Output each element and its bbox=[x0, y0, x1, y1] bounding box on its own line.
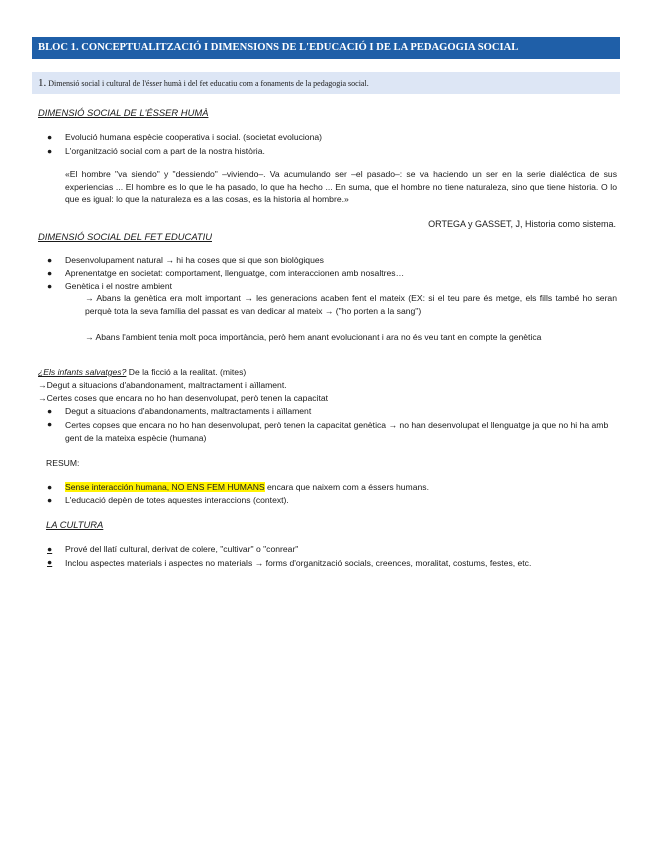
bullet-icon: ● bbox=[47, 255, 53, 265]
bullet-icon: ● bbox=[47, 281, 53, 291]
arrow-item: → Abans la genètica era molt important → les generacions acaben fent el mateix (EX: si el teu pare és metge, els fills també ho seran perquè tota la seva família del passat es van dedicar al mateix → ("ho porten a la sang") bbox=[85, 293, 617, 316]
list-item: Evolució humana espècie cooperativa i social. (societat evoluciona) bbox=[65, 132, 322, 142]
section-number: 1. bbox=[38, 77, 47, 89]
list-item: Desenvolupament natural → hi ha coses que si que son biològiques bbox=[65, 255, 324, 265]
heading-social-dimension-human: DIMENSIÓ SOCIAL DE L'ÉSSER HUMÀ bbox=[38, 107, 209, 118]
bullet-icon: ● bbox=[47, 495, 53, 505]
bullet-icon: ● bbox=[47, 146, 53, 156]
section-title-text: Dimensió social i cultural de l'ésser humà i del fet educatiu com a fonaments de la pedagogia social. bbox=[48, 79, 369, 88]
bullet-icon: ● bbox=[47, 406, 53, 416]
summary-label: RESUM: bbox=[46, 458, 80, 468]
wild-children-question: ¿Els infants salvatges? bbox=[38, 367, 127, 377]
ortega-quote: «El hombre "va siendo" y "dessiendo" –viviendo–. Va acumulando ser –el pasado–: se va haciendo un ser en la serie dialéctica de sus experiencias ... El hombre es lo que le ha pasado, lo que ha hecho ... En suma, que el hombre no tiene naturaleza, sino que tiene historia. O lo que es igual: lo que la naturaleza es a las cosas, es la historia al hombre.» bbox=[65, 169, 617, 204]
bullet-icon: ● bbox=[47, 544, 53, 554]
wild-children-line bbox=[38, 367, 246, 377]
list-item: Degut a situacions d'abandonaments, maltractaments i aïllament bbox=[65, 406, 312, 416]
list-item: Genètica i el nostre ambient bbox=[65, 281, 173, 291]
wild-children-question-rest: De la ficció a la realitat. (mites) bbox=[126, 367, 247, 377]
heading-culture: LA CULTURA bbox=[46, 519, 104, 530]
summary-item bbox=[65, 482, 429, 492]
list-item: Prové del llatí cultural, derivat de colere, "cultivar" o "conrear" bbox=[65, 544, 299, 554]
wild-children-arrow-line: →Degut a situacions d'abandonament, maltractament i aïllament. bbox=[38, 380, 287, 390]
list-item: Certes copses que encara no ho han desenvolupat, però tenen la capacitat genètica → no han desenvolupat el llenguatge ja que no hi ha amb gent de la mateixa espècie (humana) bbox=[65, 420, 609, 443]
bullet-icon: ● bbox=[47, 132, 53, 142]
quote-author: ORTEGA y GASSET, J, Historia como sistema. bbox=[428, 219, 616, 229]
wild-children-arrow-line: →Certes coses que encara no ho han desenvolupat, però tenen la capacitat bbox=[38, 393, 328, 403]
list-item: Inclou aspectes materials i aspectes no materials → forms d'organització socials, creences, moralitat, costums, festes, etc. bbox=[65, 558, 532, 568]
arrow-item: → Abans l'ambient tenia molt poca importància, però hem anant evolucionant i ara no és veu tant en compte la genètica bbox=[85, 332, 542, 342]
bullet-icon: ● bbox=[47, 419, 53, 429]
bullet-icon: ● bbox=[47, 268, 53, 278]
summary-item: L'educació depèn de totes aquestes interaccions (context). bbox=[65, 495, 289, 505]
list-item: L'organització social com a part de la nostra història. bbox=[65, 146, 265, 156]
heading-social-dimension-educational: DIMENSIÓ SOCIAL DEL FET EDUCATIU bbox=[38, 231, 212, 242]
summary-highlight: Sense interacción humana, NO ENS FEM HUMANS bbox=[65, 482, 265, 492]
bloc-header: BLOC 1. CONCEPTUALITZACIÓ I DIMENSIONS DE L'EDUCACIÓ I DE LA PEDAGOGIA SOCIAL bbox=[32, 37, 620, 59]
section-title bbox=[32, 72, 620, 94]
summary-rest: encara que naixem com a éssers humans. bbox=[264, 482, 429, 492]
list-item: Aprenentatge en societat: comportament, llenguatge, com interaccionen amb nosaltres… bbox=[65, 268, 405, 278]
bullet-icon: ● bbox=[47, 482, 53, 492]
bullet-icon: ● bbox=[47, 557, 53, 567]
